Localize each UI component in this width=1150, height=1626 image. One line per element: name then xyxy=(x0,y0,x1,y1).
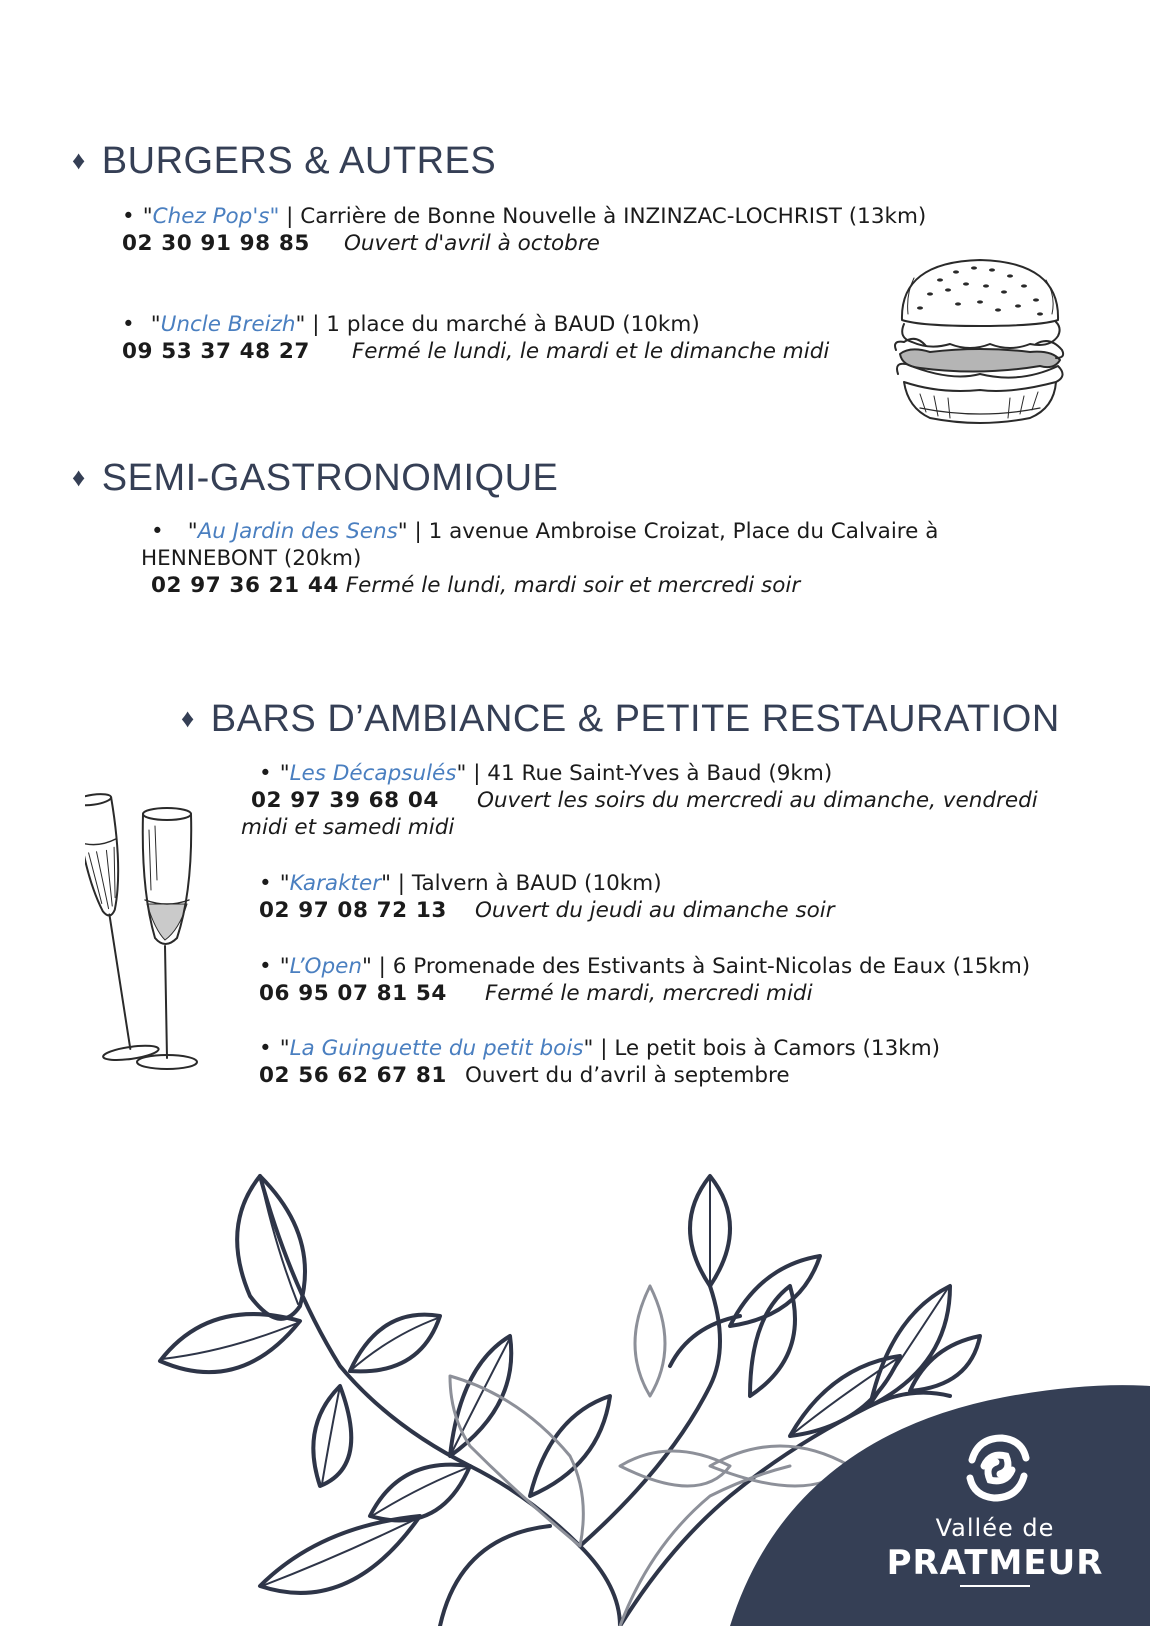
logo-background-shape xyxy=(730,1385,1150,1626)
entry-contact xyxy=(122,230,932,257)
restaurant-details: " | 1 place du marché à BAUD (10km) xyxy=(295,312,700,337)
entry-contact xyxy=(141,572,1001,599)
phone-number[interactable]: 02 30 91 98 85 xyxy=(122,231,310,256)
entry-karakter xyxy=(259,870,835,924)
entry-contact xyxy=(259,980,1030,1007)
bullet-icon: • xyxy=(259,954,272,979)
restaurant-name-link[interactable]: Uncle Breizh xyxy=(160,312,296,337)
bullet-icon: • xyxy=(122,312,135,337)
entry-contact xyxy=(259,897,835,924)
phone-number[interactable]: 02 97 36 21 44 xyxy=(151,573,339,598)
entry-contact xyxy=(259,1062,940,1089)
bullet-icon: • xyxy=(151,519,164,544)
opening-hours: Fermé le lundi, le mardi et le dimanche midi xyxy=(351,339,830,364)
entry-uncle-breizh xyxy=(122,311,829,365)
champagne-glasses-illustration xyxy=(85,790,215,1090)
logo-line1: Vallée de xyxy=(935,1514,1055,1542)
opening-hours: Fermé le lundi, mardi soir et mercredi soir xyxy=(345,573,801,598)
logo-line2: PRATMEUR xyxy=(886,1543,1104,1583)
restaurant-name-link[interactable]: L’Open xyxy=(289,954,362,979)
restaurant-details: " | Le petit bois à Camors (13km) xyxy=(583,1036,941,1061)
entry-header: • "La Guinguette du petit bois" | Le petit bois à Camors (13km) xyxy=(259,1036,941,1061)
restaurant-name-link[interactable]: Les Décapsulés xyxy=(289,761,457,786)
restaurant-details: " | 6 Promenade des Estivants à Saint-Nicolas de Eaux (15km) xyxy=(361,954,1031,979)
entry-header: • "Karakter" | Talvern à BAUD (10km) xyxy=(259,871,662,896)
opening-hours: Ouvert les soirs du mercredi au dimanche, vendredi midi et samedi midi xyxy=(241,788,1038,840)
entry-header: • "L’Open" | 6 Promenade des Estivants à Saint-Nicolas de Eaux (15km) xyxy=(259,954,1031,979)
diamond-icon: ♦ xyxy=(72,462,86,492)
restaurant-details: " | 1 avenue Ambroise Croizat, Place du Calvaire à HENNEBONT (20km) xyxy=(141,519,939,571)
entry-contact xyxy=(122,338,829,365)
opening-hours: Fermé le mardi, mercredi midi xyxy=(484,981,813,1006)
phone-number[interactable]: 06 95 07 81 54 xyxy=(259,981,447,1006)
opening-hours: Ouvert d'avril à octobre xyxy=(343,231,600,256)
phone-number[interactable]: 02 56 62 67 81 xyxy=(259,1063,447,1088)
diamond-icon: ♦ xyxy=(181,703,195,733)
entry-contact xyxy=(241,787,1086,841)
bullet-icon: • xyxy=(259,1036,272,1061)
restaurant-details: " | 41 Rue Saint-Yves à Baud (9km) xyxy=(456,761,833,786)
restaurant-name-link[interactable]: Au Jardin des Sens xyxy=(197,519,398,544)
restaurant-details: | Carrière de Bonne Nouvelle à INZINZAC-LOCHRIST (13km) xyxy=(279,204,927,229)
opening-hours: Ouvert du jeudi au dimanche soir xyxy=(474,898,835,923)
entry-au-jardin-des-sens xyxy=(141,518,1001,599)
brand-logo xyxy=(730,1376,1150,1626)
phone-number[interactable]: 02 97 39 68 04 xyxy=(251,788,439,813)
restaurant-details: " | Talvern à BAUD (10km) xyxy=(381,871,662,896)
phone-number[interactable]: 02 97 08 72 13 xyxy=(259,898,447,923)
restaurant-name-link[interactable]: Chez Pop's" xyxy=(152,204,280,229)
section-title-burgers xyxy=(72,140,496,183)
opening-hours: Ouvert du d’avril à septembre xyxy=(464,1063,790,1088)
phone-number[interactable]: 09 53 37 48 27 xyxy=(122,339,310,364)
section-title-text: BARS D’AMBIANCE & PETITE RESTAURATION xyxy=(210,698,1060,740)
entry-chez-pops xyxy=(122,203,932,257)
diamond-icon: ♦ xyxy=(72,145,86,175)
section-title-bars xyxy=(181,698,1060,741)
restaurant-name-link[interactable]: Karakter xyxy=(289,871,382,896)
burger-illustration xyxy=(890,258,1070,448)
entry-les-decapsules xyxy=(241,760,1086,841)
bullet-icon: • xyxy=(122,204,135,229)
entry-header: • "Chez Pop's" | Carrière de Bonne Nouvelle à INZINZAC-LOCHRIST (13km) xyxy=(122,204,927,229)
section-title-text: BURGERS & AUTRES xyxy=(101,140,497,182)
entry-header: • "Au Jardin des Sens" | 1 avenue Ambroise Croizat, Place du Calvaire à HENNEBONT (20km) xyxy=(141,519,939,571)
entry-l-open xyxy=(259,953,1030,1007)
section-title-text: SEMI-GASTRONOMIQUE xyxy=(101,457,559,499)
entry-la-guinguette xyxy=(259,1035,940,1089)
bullet-icon: • xyxy=(259,871,272,896)
bullet-icon: • xyxy=(259,761,272,786)
entry-header: • "Uncle Breizh" | 1 place du marché à BAUD (10km) xyxy=(122,312,700,337)
section-title-semi-gastronomique xyxy=(72,457,558,500)
restaurant-name-link[interactable]: La Guinguette du petit bois xyxy=(289,1036,584,1061)
entry-header: • "Les Décapsulés" | 41 Rue Saint-Yves à Baud (9km) xyxy=(259,761,833,786)
